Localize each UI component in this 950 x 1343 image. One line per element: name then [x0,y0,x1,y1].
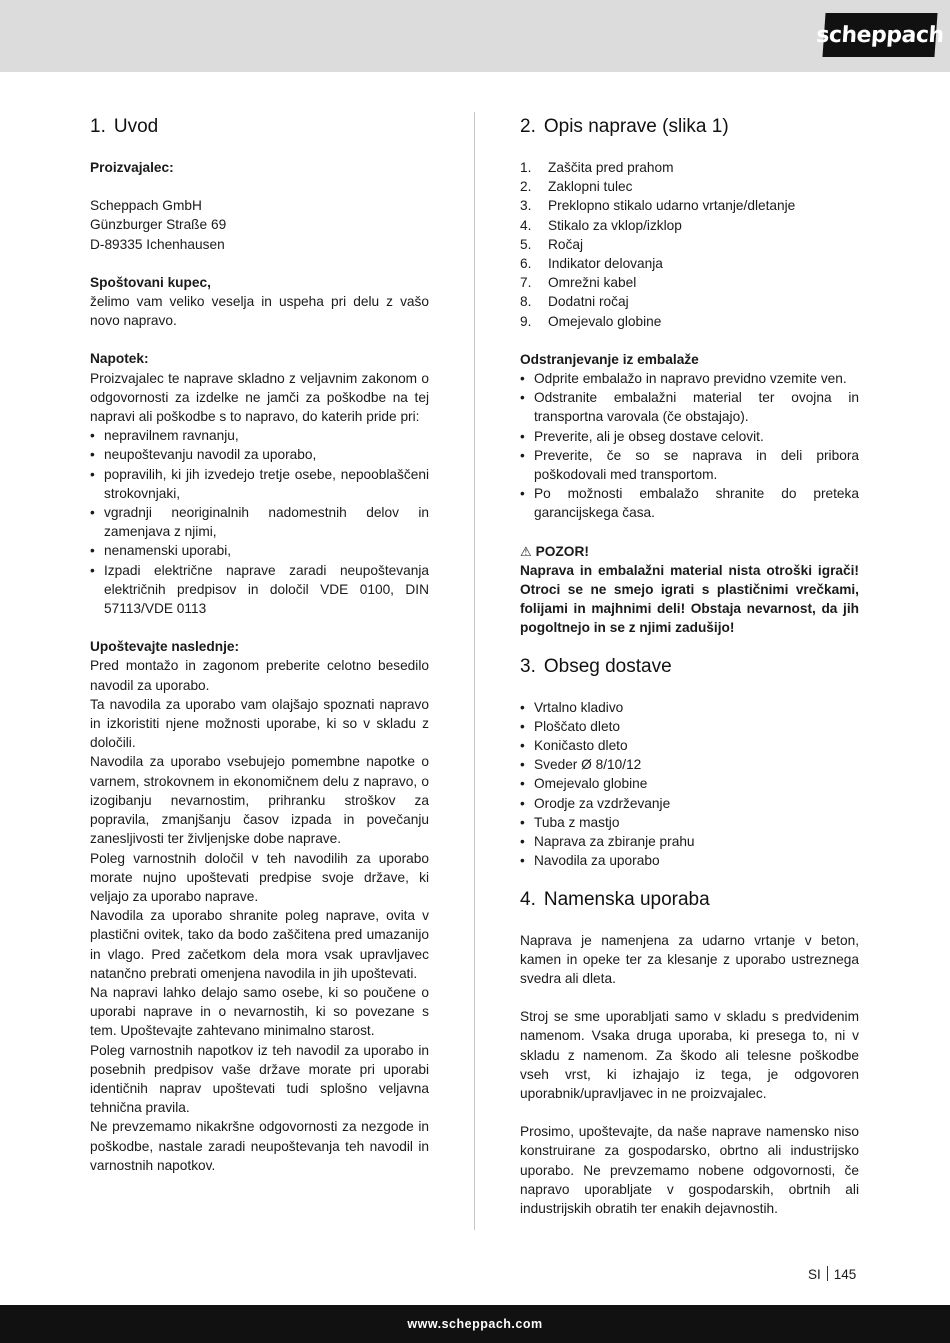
parts-list [520,158,859,331]
note-list [90,426,429,618]
list-item: • Preverite, ali je obseg dostave celovit. [520,427,859,446]
list-item: 1. Zaščita pred prahom [520,160,674,175]
usage-paragraph: Prosimo, upoštevajte, da naše naprave namensko niso konstruirane za gospodarsko, obrtno ali industrijsko uporabo. Ne prevzemamo nobene odgovornosti, če napravo uporabljate v gospodarskih, obrtnih ali industrijskih obratih ter enakih dejavnostih. [520,1124,859,1216]
list-item: • Naprava za zbiranje prahu [520,832,859,851]
usage-paragraph: Stroj se sme uporabljati samo v skladu s predvidenim namenom. Vsaka druga uporaba, ki presega to, ni v skladu z namenom. Za škodo ali telesne poškodbe vseh vrst, ki izhajajo iz tega, je odgovoren uporabnik/upravljavec in ne proizvajalec. [520,1009,859,1101]
list-item: 6. Indikator delovanja [520,256,663,272]
list-item: • nepravilnem ravnanju, [90,426,429,445]
list-item: • Ploščato dleto [520,717,859,736]
usage-paragraph: Naprava je namenjena za udarno vrtanje v beton, kamen in opeke ter za klesanje z uporabo ustreznega svedra ali dleta. [520,932,859,986]
unpack-label: Odstranjevanje iz embalaže [520,351,699,367]
observe-paragraph: Navodila za uporabo shranite poleg naprave, ovita v plastični ovitek, tako da bodo zaščitena pred umazanijo in vlago. Pred začetkom dela mora vsak upravljavec natančno prebrati omenjena navodila in jih upoštevati. [90,908,429,981]
address-line: Scheppach GmbH [90,198,202,214]
note-text: Proizvajalec te naprave skladno z veljavnim zakonom o odgovornosti za izdelke ne jamči za poškodbe na tej napravi ali poškodbe s to napravo, do katerih pride pri: [90,370,429,425]
section-3-heading: 3. Obseg dostave [520,655,672,677]
list-item: • Sveder Ø 8/10/12 [520,755,859,774]
delivery-list [520,698,859,871]
address-line: Günzburger Straße 69 [90,217,227,233]
list-item: 8. Dodatni ročaj [520,294,629,310]
section-2-heading: 2. Opis naprave (slika 1) [520,116,729,137]
list-item: • popravilih, ki jih izvedejo tretje osebe, nepooblaščeni strokovnjaki, [90,465,429,503]
list-item: • Po možnosti embalažo shranite do preteka garancijskega časa. [520,484,859,522]
language-code: SI [808,1267,821,1282]
address-line: D-89335 Ichenhausen [90,236,225,252]
list-item: • Navodila za uporabo [520,851,859,870]
column-divider [474,112,475,1230]
list-item: • Vrtalno kladivo [520,698,859,717]
header-bar [0,0,950,72]
list-item: • Omejevalo globine [520,774,859,793]
list-item: • Izpadi električne naprave zaradi neupoštevanja električnih predpisov in določil VDE 0100, DIN 57113/VDE 0113 [90,561,429,619]
section-1-heading: 1. Uvod [90,116,159,137]
unpack-list [520,369,859,523]
list-item: • vgradnji neoriginalnih nadomestnih delov in zamenjava z njimi, [90,503,429,541]
list-item: • Odprite embalažo in napravo previdno vzemite ven. [520,369,859,388]
list-item: 7. Omrežni kabel [520,275,637,291]
page-num: 145 [833,1267,857,1282]
observe-paragraph: Ne prevzemamo nikakršne odgovornosti za nezgode in poškodbe, nastale zaradi neupoštevanja teh navodil in varnostnih napotkov. [90,1119,429,1173]
list-item: • neupoštevanju navodil za uporabo, [90,445,429,464]
list-item: 2. Zaklopni tulec [520,179,633,195]
section-4-heading: 4. Namenska uporaba [520,888,710,910]
footer-bar [0,1305,950,1343]
note-label: Napotek: [90,351,149,367]
observe-label: Upoštevajte naslednje: [90,639,240,655]
observe-paragraph: Poleg varnostnih določil v teh navodilih za uporabo morate nujno upoštevati predpise svoje države, ki veljajo za uporabo naprave. [90,850,429,904]
dear-customer-label: Spoštovani kupec, [90,274,211,290]
observe-paragraph: Na napravi lahko delajo samo osebe, ki so poučene o uporabi naprave in o nevarnostih, ki so povezane s tem. Upoštevajte zahtevano minimalno starost. [90,984,429,1039]
warning-text: Naprava in embalažni material nista otroški igrači! Otroci se ne smejo igrati s plastičnimi vrečkami, folijami in majhnimi deli! Obstaja nevarnost, da jih pogoltnejo in se z njimi zadušijo! [520,562,859,636]
page-number [808,1266,856,1282]
warning-triangle-icon: ⚠ [520,543,532,559]
list-item: • nenamenski uporabi, [90,541,429,560]
list-item: • Orodje za vzdrževanje [520,794,859,813]
list-item: 5. Ročaj [520,236,583,252]
list-item: • Odstranite embalažni material ter ovojna in transportna varovala (če obstajajo). [520,388,859,426]
observe-paragraph: Pred montažo in zagonom preberite celotno besedilo navodil za uporabo. [90,658,429,693]
right-column [520,114,859,1218]
manufacturer-label: Proizvajalec: [90,160,174,175]
list-item: • Koničasto dleto [520,736,859,755]
dear-customer-text: želimo vam veliko veselja in uspeha pri delu z vašo novo napravo. [90,294,429,329]
list-item: 3. Preklopno stikalo udarno vrtanje/dletanje [520,198,796,214]
scheppach-logo: scheppach [822,13,937,57]
list-item: 9. Omejevalo globine [520,313,662,329]
left-column [90,114,429,1175]
observe-paragraph: Navodila za uporabo vsebujejo pomembne napotke o varnem, strokovnem in ekonomičnem delu z napravo, o izogibanju nevarnostim, prihranku stroškov za popravila, zmanjšanju časov izpada in povečanju zanesljivosti ter življenjske dobe naprave. [90,754,429,847]
website-link[interactable]: www.scheppach.com [407,1317,543,1331]
observe-paragraph: Ta navodila za uporabo vam olajšajo spoznati napravo in izkoristiti njene možnosti uporabe, ki so v skladu z določili. [90,696,429,751]
observe-paragraph: Poleg varnostnih napotkov iz teh navodil za uporabo in posebnih predpisov vaše države morate pri uporabi identičnih naprav upoštevati tudi splošno veljavna tehnična pravila. [90,1042,429,1116]
list-item: 4. Stikalo za vklop/izklop [520,217,682,233]
list-item: • Preverite, če so se naprava in deli pribora poškodovali med transportom. [520,446,859,484]
warning-label: ⚠ POZOR! [520,542,859,561]
list-item: • Tuba z mastjo [520,813,859,832]
